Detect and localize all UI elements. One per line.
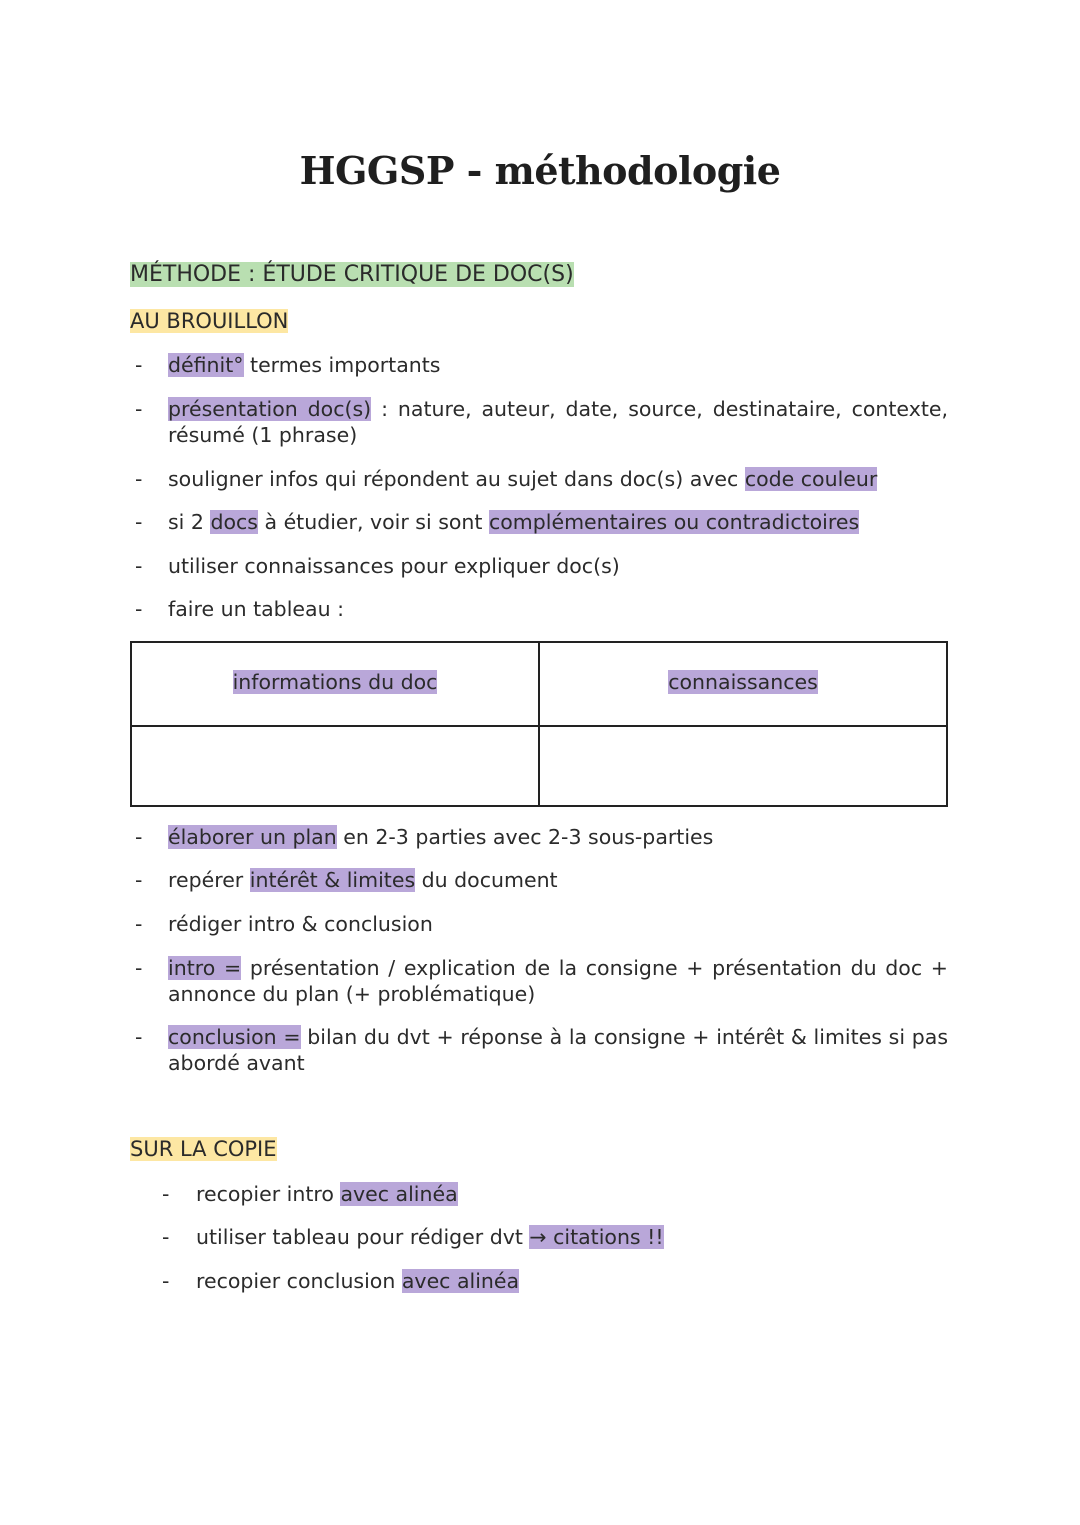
method-heading <box>130 262 574 287</box>
table-cell <box>539 726 947 806</box>
item-text: à étudier, voir si sont <box>257 510 489 534</box>
highlight-text: définit° <box>168 353 244 377</box>
item-text: rédiger intro & conclusion <box>168 912 433 936</box>
bullet-dash: - <box>135 554 143 578</box>
highlight-text: avec alinéa <box>340 1182 458 1206</box>
item-text: utiliser tableau pour rédiger dvt <box>196 1225 530 1249</box>
bullet-dash: - <box>135 467 143 491</box>
list-item <box>160 1268 920 1294</box>
table-header-cell <box>131 642 539 726</box>
list-item <box>130 867 948 893</box>
list-item <box>130 1024 948 1076</box>
list-item <box>130 911 948 937</box>
bullet-dash: - <box>162 1182 170 1206</box>
highlight-text: élaborer un plan <box>168 825 337 849</box>
item-text: du document <box>415 868 558 892</box>
highlight-text: docs <box>210 510 258 534</box>
list-item <box>130 352 948 378</box>
list-item <box>160 1224 920 1250</box>
list-item <box>130 509 948 535</box>
highlight-text: conclusion = <box>168 1025 301 1049</box>
list-item <box>130 396 948 448</box>
bullet-dash: - <box>135 868 143 892</box>
highlight-text: présentation doc(s) <box>168 397 372 421</box>
highlight-text: intérêt & limites <box>249 868 416 892</box>
table-header-text: connaissances <box>668 670 818 694</box>
item-text: souligner infos qui répondent au sujet dans doc(s) avec <box>168 467 745 491</box>
copy-heading-text: SUR LA COPIE <box>130 1137 277 1161</box>
bullet-dash: - <box>162 1225 170 1249</box>
item-text: faire un tableau : <box>168 597 344 621</box>
item-text: présentation / explication de la consigne + présentation du doc + annonce du plan (+ problématique) <box>168 956 948 1006</box>
bullet-dash: - <box>135 597 143 621</box>
table-cell <box>131 726 539 806</box>
item-text: : nature, auteur, date, source, destinataire, contexte, résumé (1 phrase) <box>168 397 948 447</box>
item-text: utiliser connaissances pour expliquer doc(s) <box>168 554 620 578</box>
method-heading-text: MÉTHODE : ÉTUDE CRITIQUE DE DOC(S) <box>130 262 574 287</box>
bullet-dash: - <box>135 510 143 534</box>
copy-heading <box>130 1137 277 1161</box>
bullet-dash: - <box>135 353 143 377</box>
bullet-dash: - <box>135 825 143 849</box>
bullet-dash: - <box>135 1025 143 1049</box>
list-item <box>130 955 948 1007</box>
table-header-cell <box>539 642 947 726</box>
table-header-text: informations du doc <box>232 670 438 694</box>
highlight-text: complémentaires ou contradictoires <box>488 510 860 534</box>
bullet-dash: - <box>135 956 143 980</box>
list-item <box>160 1181 920 1207</box>
item-text: termes importants <box>243 353 441 377</box>
bullet-dash: - <box>135 397 143 421</box>
highlight-text: code couleur <box>744 467 878 491</box>
item-text: recopier intro <box>196 1182 341 1206</box>
list-item <box>130 824 948 850</box>
item-text: en 2-3 parties avec 2-3 sous-parties <box>336 825 714 849</box>
item-text: recopier conclusion <box>196 1269 402 1293</box>
highlight-text: avec alinéa <box>401 1269 520 1293</box>
bullet-dash: - <box>135 912 143 936</box>
table-row <box>131 726 947 806</box>
list-item <box>130 596 948 622</box>
draft-heading <box>130 309 288 333</box>
item-text: bilan du dvt + réponse à la consigne + intérêt & limites si pas abordé avant <box>168 1025 948 1075</box>
page-title: HGGSP - méthodologie <box>299 148 781 193</box>
highlight-text: → citations !! <box>529 1225 664 1249</box>
item-text: repérer <box>168 868 250 892</box>
list-item <box>130 466 948 492</box>
comparison-table <box>130 641 948 807</box>
list-item <box>130 553 948 579</box>
draft-heading-text: AU BROUILLON <box>130 309 289 333</box>
highlight-text: intro = <box>168 956 242 980</box>
bullet-dash: - <box>162 1269 170 1293</box>
item-text: si 2 <box>168 510 211 534</box>
table-row <box>131 642 947 726</box>
